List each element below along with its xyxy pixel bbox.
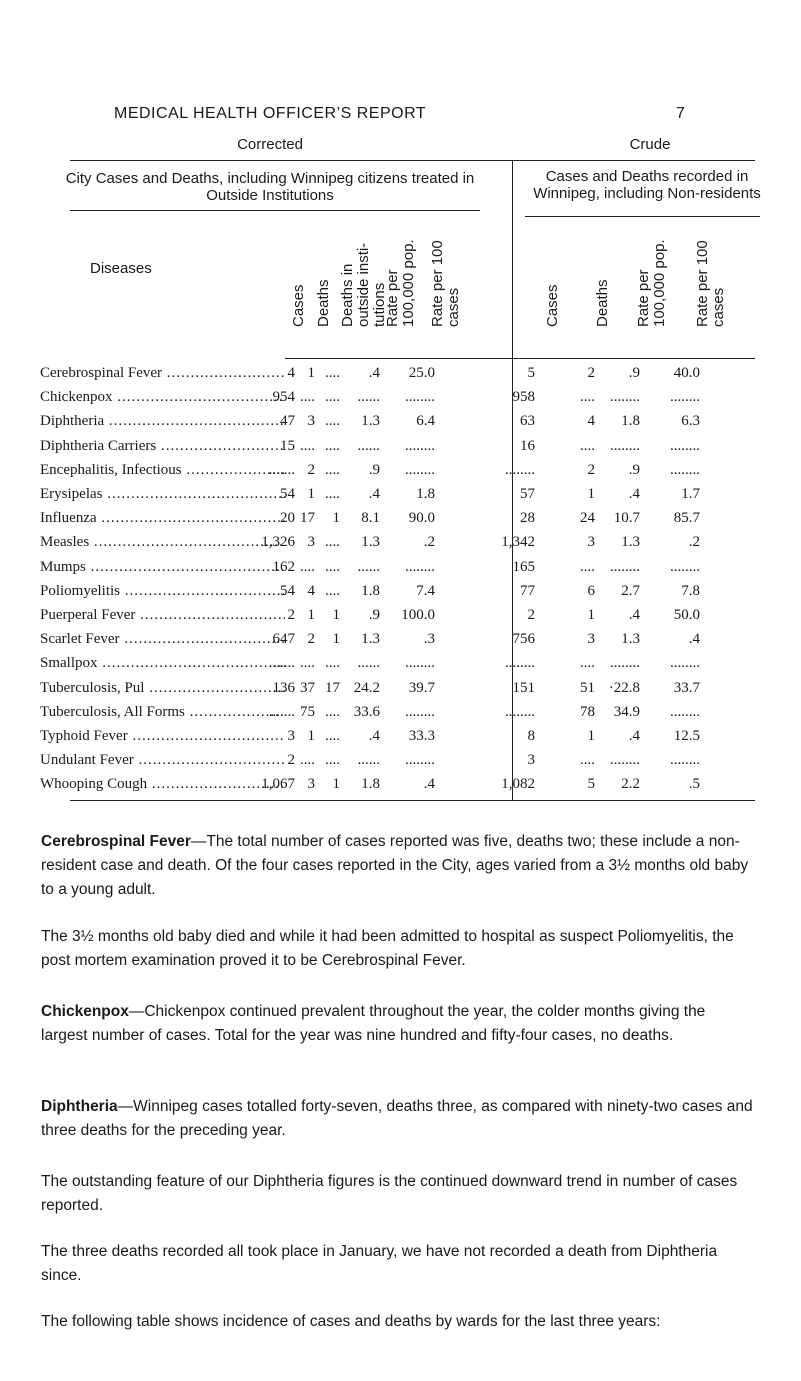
cell-r-rate_cases: ........	[670, 558, 700, 575]
cell-r-cases: 77	[520, 582, 535, 599]
cell-c-deaths: ....	[300, 752, 315, 769]
cell-c-rate_cases: 6.4	[416, 413, 435, 430]
cell-r-cases: 165	[512, 558, 535, 575]
cell-r-cases: 8	[527, 728, 535, 744]
disease-name: Encephalitis, Infectious .....	[40, 462, 285, 478]
diseases-header: Diseases	[90, 260, 152, 277]
disease-name: Influenza .....	[40, 510, 285, 526]
disease-name: Tuberculosis, All Forms .....	[40, 704, 285, 720]
cell-r-deaths: 1	[587, 607, 595, 623]
col-crude-cases: Cases	[544, 284, 561, 327]
cell-c-deaths: 2	[307, 461, 315, 478]
cell-c-rate_cases: ........	[405, 558, 435, 575]
cell-r-deaths: 2	[587, 461, 595, 478]
cell-c-cases: 54	[280, 486, 295, 502]
cell-r-rate_cases: ........	[670, 752, 700, 769]
cell-r-rate_pop: ·22.8	[608, 679, 640, 696]
cell-c-cases: 1,067	[261, 776, 295, 793]
cell-c-out: 1	[332, 607, 340, 623]
cell-r-cases: 1,082	[501, 776, 535, 793]
cell-c-deaths: 17	[300, 510, 315, 527]
cell-c-rate_cases: 39.7	[408, 679, 435, 696]
cell-c-rate_cases: 25.0	[408, 365, 435, 381]
table-row	[40, 438, 770, 454]
cell-r-cases: 5	[527, 365, 535, 381]
cell-r-rate_pop: ........	[610, 752, 640, 769]
cell-c-deaths: 3	[307, 776, 315, 793]
crude-sub-rule	[525, 216, 760, 217]
paragraph-text: The outstanding feature of our Diphtheria figures is the continued downward trend in number of cases reported.	[41, 1173, 738, 1214]
cell-r-deaths: 1	[587, 486, 595, 502]
table-row	[40, 728, 770, 744]
cell-r-cases: 16	[520, 437, 535, 454]
table-row	[40, 510, 770, 526]
cell-r-rate_cases: 1.7	[681, 486, 700, 502]
cell-c-cases: 1,326	[261, 534, 295, 551]
cell-r-rate_pop: .4	[628, 607, 640, 623]
cell-c-deaths: 4	[307, 582, 315, 599]
disease-name: Cerebrospinal Fever .....	[40, 365, 285, 381]
cell-c-cases: 136	[272, 679, 295, 696]
cell-c-deaths: ....	[300, 655, 315, 672]
cell-c-rate_pop: 1.3	[361, 413, 380, 430]
paragraph-text: The following table shows incidence of cases and deaths by wards for the last three years:	[41, 1313, 661, 1330]
cell-r-rate_pop: 10.7	[613, 510, 640, 527]
cell-c-deaths: 1	[307, 728, 315, 744]
crude-subtitle: Cases and Deaths recorded in Winnipeg, including Non-residents	[533, 168, 761, 202]
cell-r-rate_pop: 1.3	[621, 534, 640, 551]
disease-name: Puerperal Fever .....	[40, 607, 285, 623]
cell-r-rate_cases: .4	[688, 631, 700, 648]
cell-c-cases: 954	[272, 389, 295, 406]
cell-c-rate_cases: ........	[405, 461, 435, 478]
cell-r-deaths: ....	[580, 655, 595, 672]
paragraph	[41, 1000, 753, 1048]
disease-name: Measles .....	[40, 534, 285, 550]
cell-r-rate_cases: ........	[670, 703, 700, 720]
cell-c-cases: .......	[268, 703, 295, 720]
table-row	[40, 680, 770, 696]
table-row	[40, 752, 770, 768]
paragraph-text: —The total number of cases reported was five, deaths two; these include a non-resident case and death. Of the four cases reported in the City, ages varied from a 3½ months old baby to a young adult.	[41, 833, 749, 898]
cell-c-rate_cases: 33.3	[408, 728, 435, 744]
disease-name: Diphtheria Carriers .....	[40, 438, 285, 454]
corrected-sub-rule	[70, 210, 480, 211]
col-corrected-outside-deaths: Deaths in outside insti-tutions	[339, 242, 388, 327]
table-row	[40, 389, 770, 405]
disease-name: Smallpox .....	[40, 655, 285, 671]
cell-c-deaths: 1	[307, 607, 315, 623]
cell-r-cases: 1,342	[501, 534, 535, 551]
cell-c-deaths: ....	[300, 389, 315, 406]
cell-r-cases: ........	[505, 703, 535, 720]
disease-name: Diphtheria .....	[40, 413, 285, 429]
cell-c-rate_pop: .4	[368, 728, 380, 744]
cell-r-rate_pop: .4	[628, 728, 640, 744]
cell-r-rate_pop: ........	[610, 389, 640, 406]
col-crude-rate-pop: Rate per 100,000 pop.	[635, 239, 668, 327]
disease-name: Scarlet Fever .....	[40, 631, 285, 647]
cell-c-deaths: ....	[300, 437, 315, 454]
cell-r-cases: 3	[527, 752, 535, 769]
cell-r-deaths: 5	[587, 776, 595, 793]
cell-r-deaths: 4	[587, 413, 595, 430]
cell-c-cases: 2	[287, 752, 295, 769]
cell-r-rate_pop: ........	[610, 437, 640, 454]
col-corrected-rate-pop: Rate per 100,000 pop.	[384, 239, 417, 327]
cell-c-out: ....	[325, 413, 340, 430]
cell-r-rate_pop: ........	[610, 558, 640, 575]
cell-r-rate_cases: 7.8	[681, 582, 700, 599]
cell-r-deaths: ....	[580, 389, 595, 406]
cell-c-out: ....	[325, 365, 340, 381]
cell-r-cases: 958	[512, 389, 535, 406]
cell-c-rate_cases: 100.0	[401, 607, 435, 623]
table-top-rule	[70, 160, 755, 161]
table-row	[40, 413, 770, 429]
paragraph	[41, 1240, 753, 1288]
cell-c-deaths: 37	[300, 679, 315, 696]
table-row	[40, 462, 770, 478]
cell-c-out: 17	[325, 679, 340, 696]
paragraph-text: —Chickenpox continued prevalent throughout the year, the colder months giving the largest number of cases. Total for the year was nine hundred and fifty-four cases, no deaths.	[41, 1003, 706, 1044]
disease-name: Whooping Cough .....	[40, 776, 285, 792]
cell-r-rate_cases: 50.0	[673, 607, 700, 623]
cell-c-rate_pop: ......	[357, 389, 380, 406]
table-row	[40, 607, 770, 623]
report-title: MEDICAL HEALTH OFFICER’S REPORT	[114, 105, 427, 122]
cell-r-rate_pop: ........	[610, 655, 640, 672]
cell-c-out: 1	[332, 631, 340, 648]
cell-c-deaths: ....	[300, 558, 315, 575]
cell-c-rate_cases: ........	[405, 389, 435, 406]
cell-r-rate_pop: 34.9	[613, 703, 640, 720]
cell-c-rate_pop: ......	[357, 655, 380, 672]
cell-r-rate_cases: 85.7	[673, 510, 700, 527]
cell-c-deaths: 1	[307, 486, 315, 502]
cell-r-deaths: 3	[587, 631, 595, 648]
cell-c-rate_pop: 33.6	[353, 703, 380, 720]
paragraph	[41, 1170, 753, 1218]
cell-c-out: ....	[325, 558, 340, 575]
disease-name: Chickenpox .....	[40, 389, 285, 405]
cell-c-rate_cases: 1.8	[416, 486, 435, 502]
cell-r-rate_pop: .9	[628, 461, 640, 478]
cell-c-rate_pop: ......	[357, 437, 380, 454]
cell-c-out: 1	[332, 510, 340, 527]
cell-c-out: ....	[325, 534, 340, 551]
cell-r-cases: 2	[527, 607, 535, 623]
cell-r-rate_cases: ........	[670, 461, 700, 478]
cell-c-deaths: 3	[307, 413, 315, 430]
cell-c-deaths: 3	[307, 534, 315, 551]
cell-c-rate_pop: .9	[368, 607, 380, 623]
cell-c-cases: 3	[287, 728, 295, 744]
paragraph-text: The 3½ months old baby died and while it had been admitted to hospital as suspect Poliomyelitis, the post mortem examination proved it to be Cerebrospinal Fever.	[41, 928, 734, 969]
cell-c-out: ....	[325, 437, 340, 454]
cell-c-deaths: 75	[300, 703, 315, 720]
cell-c-rate_pop: 8.1	[361, 510, 380, 527]
cell-r-deaths: ....	[580, 752, 595, 769]
cell-c-rate_cases: .3	[423, 631, 435, 648]
cell-r-rate_pop: .4	[628, 486, 640, 502]
cell-r-deaths: 6	[587, 582, 595, 599]
cell-c-rate_cases: ........	[405, 437, 435, 454]
cell-r-deaths: ....	[580, 437, 595, 454]
table-row	[40, 559, 770, 575]
cell-r-rate_pop: 1.8	[621, 413, 640, 430]
cell-r-cases: 28	[520, 510, 535, 527]
cell-c-rate_cases: ........	[405, 655, 435, 672]
cell-c-rate_pop: 24.2	[353, 679, 380, 696]
paragraph-text: —Winnipeg cases totalled forty-seven, deaths three, as compared with ninety-two cases and three deaths for the preceding year.	[41, 1098, 753, 1139]
cell-c-rate_cases: .4	[423, 776, 435, 793]
cell-c-deaths: 1	[307, 365, 315, 381]
cell-r-rate_cases: .5	[688, 776, 700, 793]
table-row	[40, 704, 770, 720]
column-header-rule	[285, 358, 755, 359]
cell-r-cases: 57	[520, 486, 535, 502]
cell-c-rate_pop: 1.3	[361, 534, 380, 551]
paragraph-text: The three deaths recorded all took place in January, we have not recorded a death from Diphtheria since.	[41, 1243, 718, 1284]
table-row	[40, 365, 770, 381]
table-row	[40, 631, 770, 647]
cell-c-rate_pop: ......	[357, 752, 380, 769]
cell-c-cases: .......	[268, 461, 295, 478]
cell-c-out: ....	[325, 728, 340, 744]
table-row	[40, 534, 770, 550]
cell-r-cases: 151	[512, 679, 535, 696]
cell-c-rate_pop: ......	[357, 558, 380, 575]
disease-name: Poliomyelitis .....	[40, 583, 285, 599]
cell-r-cases: ........	[505, 461, 535, 478]
cell-c-cases: 647	[272, 631, 295, 648]
cell-c-rate_cases: ........	[405, 752, 435, 769]
cell-r-cases: 756	[512, 631, 535, 648]
disease-name: Undulant Fever .....	[40, 752, 285, 768]
cell-r-deaths: 78	[580, 703, 595, 720]
cell-r-deaths: 1	[587, 728, 595, 744]
cell-c-cases: 15	[280, 437, 295, 454]
paragraph-lead: Chickenpox	[41, 1003, 129, 1020]
cell-c-out: ....	[325, 461, 340, 478]
cell-c-out: ....	[325, 389, 340, 406]
disease-statistics-table	[40, 136, 770, 808]
cell-c-cases: .......	[268, 655, 295, 672]
cell-c-cases: 2	[287, 607, 295, 623]
cell-r-rate_cases: 12.5	[673, 728, 700, 744]
col-crude-rate-cases: Rate per 100 cases	[694, 240, 727, 327]
cell-c-out: ....	[325, 703, 340, 720]
cell-r-deaths: 51	[580, 679, 595, 696]
table-bottom-rule	[70, 800, 755, 801]
paragraph-lead: Cerebrospinal Fever	[41, 833, 191, 850]
cell-r-rate_pop: 1.3	[621, 631, 640, 648]
cell-c-out: ....	[325, 486, 340, 502]
cell-c-rate_cases: 90.0	[408, 510, 435, 527]
cell-r-deaths: 24	[580, 510, 595, 527]
col-crude-deaths: Deaths	[594, 279, 611, 327]
col-corrected-rate-cases: Rate per 100 cases	[429, 240, 462, 327]
disease-name: Tuberculosis, Pul .....	[40, 680, 285, 696]
disease-name: Erysipelas .....	[40, 486, 285, 502]
cell-c-deaths: 2	[307, 631, 315, 648]
cell-c-out: ....	[325, 752, 340, 769]
cell-c-out: 1	[332, 776, 340, 793]
disease-name: Typhoid Fever .....	[40, 728, 285, 744]
group-crude: Crude	[629, 136, 671, 153]
corrected-subtitle: City Cases and Deaths, including Winnipeg citizens treated in Outside Institutions	[65, 170, 475, 204]
paragraph	[41, 1310, 753, 1334]
paragraph-lead: Diphtheria	[41, 1098, 118, 1115]
col-corrected-deaths: Deaths	[315, 279, 332, 327]
cell-c-rate_cases: 7.4	[416, 582, 435, 599]
disease-name: Mumps .....	[40, 559, 285, 575]
table-row	[40, 486, 770, 502]
cell-c-cases: 20	[280, 510, 295, 527]
cell-r-deaths: 3	[587, 534, 595, 551]
cell-r-rate_pop: 2.7	[621, 582, 640, 599]
cell-c-cases: 47	[280, 413, 295, 430]
cell-c-rate_cases: ........	[405, 703, 435, 720]
cell-c-cases: 4	[287, 365, 295, 381]
cell-c-rate_cases: .2	[423, 534, 435, 551]
cell-c-rate_pop: .4	[368, 365, 380, 381]
paragraph	[41, 925, 753, 973]
cell-r-rate_cases: 33.7	[673, 679, 700, 696]
cell-c-rate_pop: 1.3	[361, 631, 380, 648]
table-row	[40, 655, 770, 671]
group-corrected: Corrected	[237, 136, 303, 153]
cell-c-rate_pop: 1.8	[361, 582, 380, 599]
cell-r-rate_pop: .9	[628, 365, 640, 381]
paragraph	[41, 1095, 753, 1143]
cell-c-out: ....	[325, 582, 340, 599]
cell-r-rate_cases: ........	[670, 655, 700, 672]
cell-r-deaths: 2	[587, 365, 595, 381]
cell-c-out: ....	[325, 655, 340, 672]
cell-r-rate_cases: ........	[670, 437, 700, 454]
cell-c-cases: 54	[280, 582, 295, 599]
paragraph	[41, 830, 753, 902]
cell-r-rate_cases: .2	[688, 534, 700, 551]
cell-r-rate_cases: 40.0	[673, 365, 700, 381]
cell-r-rate_pop: 2.2	[621, 776, 640, 793]
page-number: 7	[676, 105, 686, 122]
cell-r-rate_cases: ........	[670, 389, 700, 406]
col-corrected-cases: Cases	[290, 284, 307, 327]
cell-c-rate_pop: 1.8	[361, 776, 380, 793]
cell-c-rate_pop: .9	[368, 461, 380, 478]
cell-c-cases: 162	[272, 558, 295, 575]
table-row	[40, 583, 770, 599]
cell-r-rate_cases: 6.3	[681, 413, 700, 430]
cell-r-deaths: ....	[580, 558, 595, 575]
cell-r-cases: 63	[520, 413, 535, 430]
cell-c-rate_pop: .4	[368, 486, 380, 502]
table-row	[40, 776, 770, 792]
cell-r-cases: ........	[505, 655, 535, 672]
